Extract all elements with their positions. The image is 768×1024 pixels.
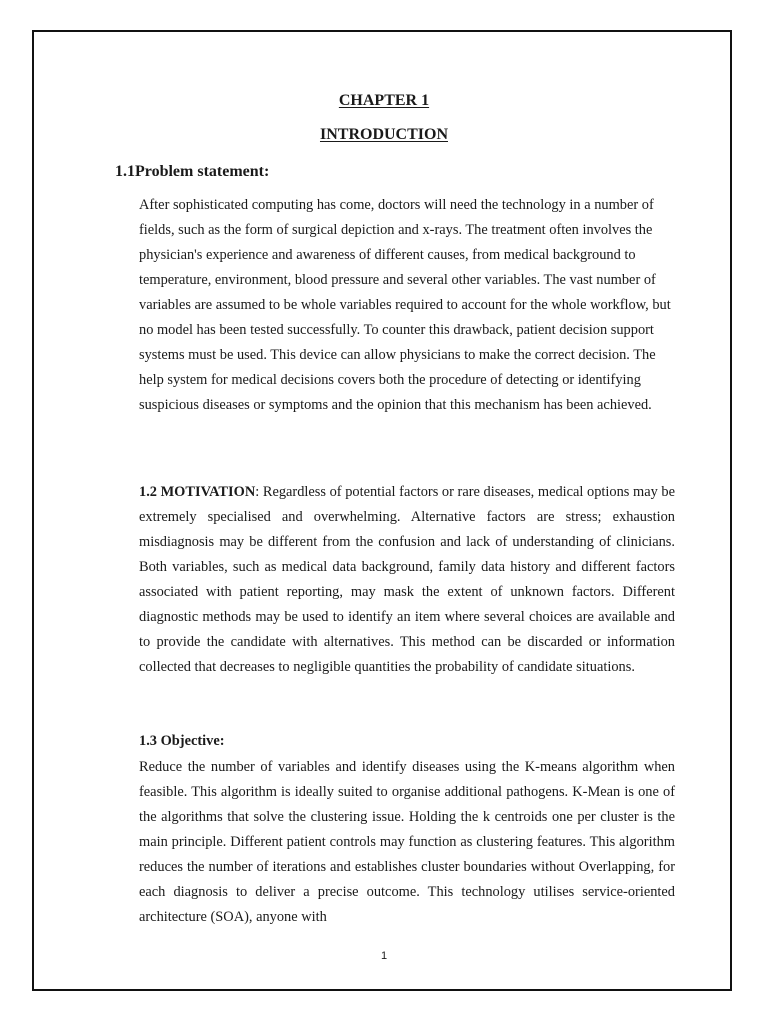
page-number: 1 — [380, 950, 388, 962]
motivation-paragraph — [139, 480, 675, 680]
objective-paragraph: Reduce the number of variables and identify diseases using the K-means algorithm when feasible. This algorithm is ideally suited to organise additional pathogens. K-Mean is one of the algorithms that solve the clustering issue. Holding the k centroids one per cluster is the main principle. Different patient controls may function as clustering features. This algorithm reduces the number of iterations and establishes cluster boundaries without Overlapping, for each diagnosis to deliver a precise outcome. This technology utilises service-oriented architecture (SOA), anyone with — [139, 759, 675, 925]
chapter-title: INTRODUCTION — [319, 126, 448, 143]
motivation-body: : Regardless of potential factors or rare diseases, medical options may be extremely specialised and overwhelming. Alternative factors are stress; exhaustion misdiagnosis may be different from the confusion and lack of understanding of clinicians. Both variables, such as medical data background, family data history and different factors associated with patient reporting, may mask the extent of unknown factors. Different diagnostic methods may be used to identify an item where several choices are available and to provide the candidate with alternatives. This method can be discarded or information collected that decreases to negligible quantities the probability of candidate situations. — [139, 484, 675, 675]
motivation-heading: 1.2 MOTIVATION — [139, 484, 256, 500]
objective-heading: 1.3 Objective: — [139, 733, 225, 749]
section-heading-problem-statement: 1.1Problem statement: — [115, 163, 270, 180]
chapter-number: CHAPTER 1 — [338, 92, 430, 109]
problem-statement-paragraph: After sophisticated computing has come, doctors will need the technology in a number of fields, such as the form of surgical depiction and x-rays. The treatment often involves the physician's experience and awareness of different causes, from medical background to temperature, environment, blood pressure and several other variables. The vast number of variables are assumed to be whole variables required to account for the whole workflow, but no model has been tested successfully. To counter this drawback, patient decision support systems must be used. This device can allow physicians to make the correct decision. The help system for medical decisions covers both the procedure of detecting or identifying suspicious diseases or symptoms and the opinion that this mechanism has been achieved. — [139, 197, 671, 413]
